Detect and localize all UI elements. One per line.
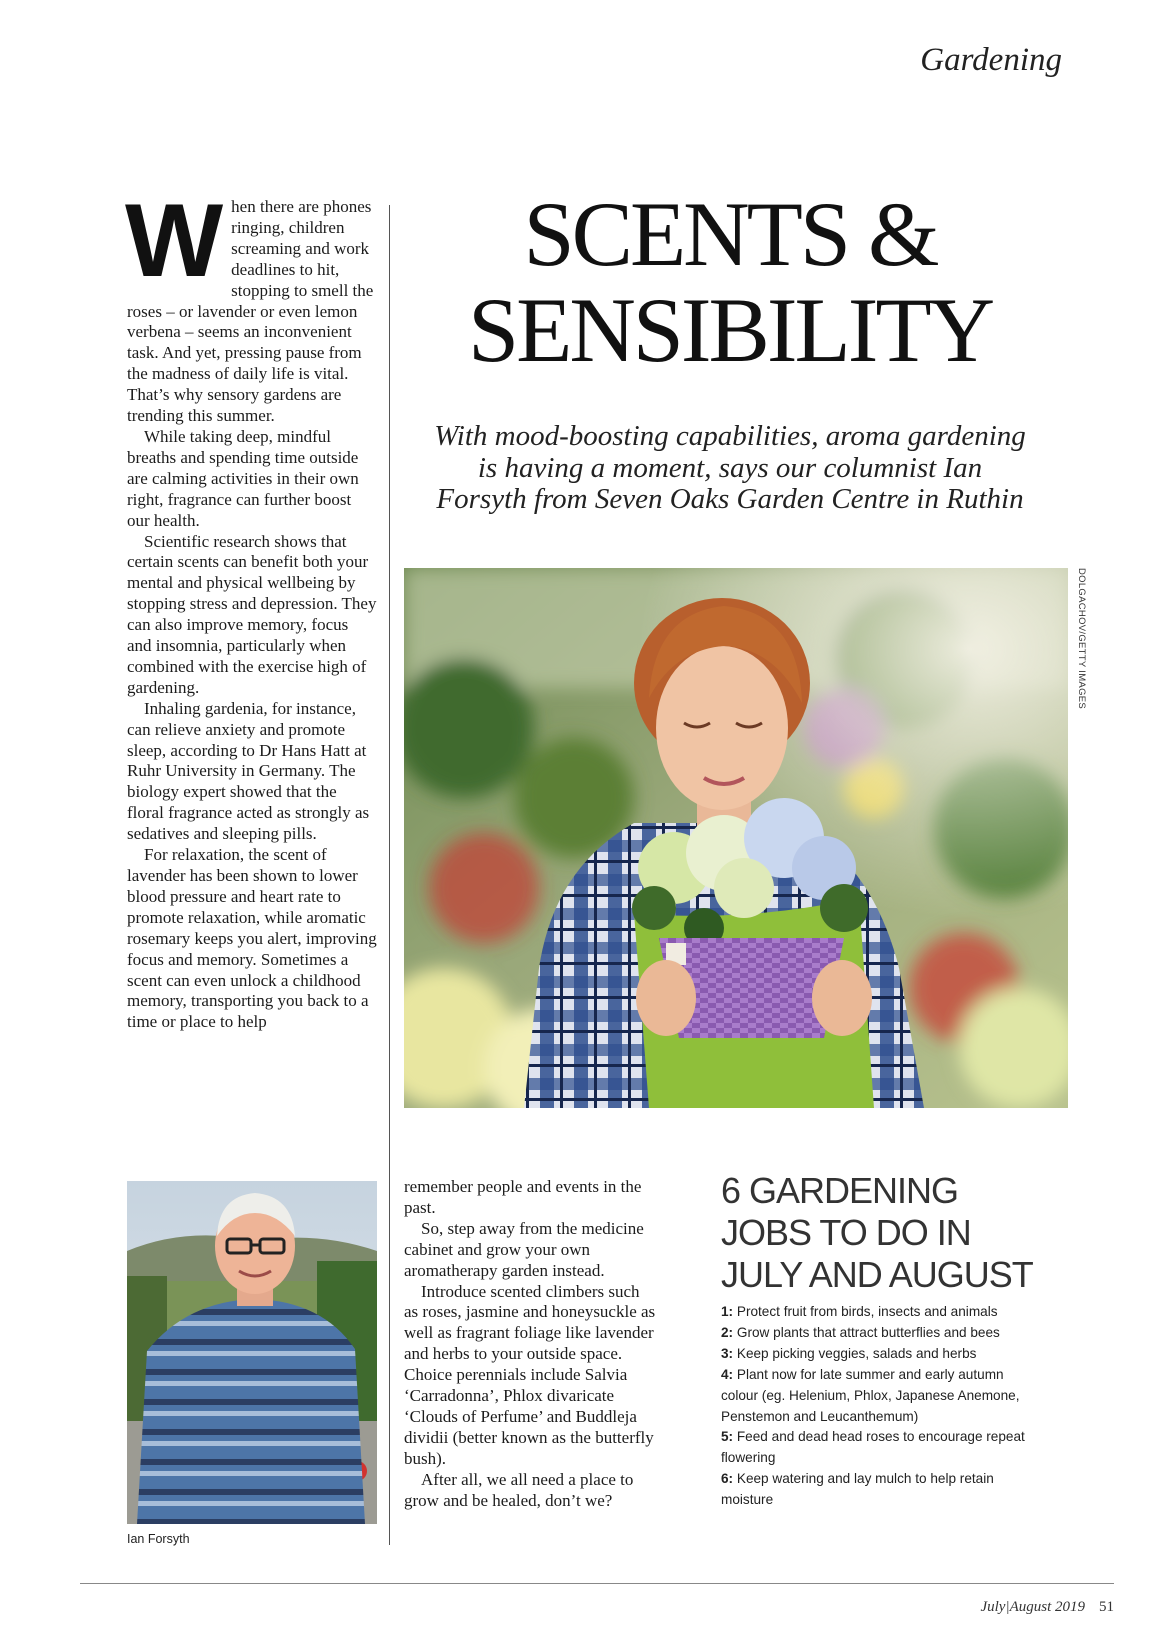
headline: SCENTS & SENSIBILITY: [467, 183, 993, 381]
article-paragraph: After all, we all need a place to grow and be healed, don’t we?: [404, 1469, 634, 1510]
issue-date: July|August 2019: [980, 1599, 1085, 1615]
article-column-1: [125, 183, 377, 1033]
job-item: 3: Keep picking veggies, salads and herbs: [721, 1345, 977, 1361]
footer-rule: [80, 1583, 1114, 1584]
article-paragraph: So, step away from the medicine cabinet and grow your own aromatherapy garden instead.: [404, 1218, 644, 1280]
portrait-caption: Ian Forsyth: [127, 1532, 190, 1546]
hero-photo: [404, 568, 1068, 1108]
article-paragraph: Introduce scented climbers such as roses, jasmine and honeysuckle as well as fragrant foliage like lavender and herbs to your outside space. Choice perennials include Salvia ‘Carradonna’, Phlox divaricate ‘Clouds of Perfume’ and Buddleja dividii (better known as the butterfly bush).: [404, 1281, 656, 1468]
article-column-2: [404, 1177, 656, 1512]
article-paragraph: Scientific research shows that certain scents can benefit both your mental and physical wellbeing by stopping stress and depression. They can also improve memory, focus and insomnia, particularly when combined with the exercise high of gardening.: [127, 531, 377, 697]
article-paragraph: While taking deep, mindful breaths and spending time outside are calming activities in their own right, fragrance can further boost our health.: [127, 426, 359, 530]
drop-cap: W: [125, 183, 224, 299]
column-divider: [389, 205, 390, 1545]
standfirst: With mood-boosting capabilities, aroma gardening is having a moment, says our columnist Ian Forsyth from Seven Oaks Garden Centre in Ruthin: [434, 420, 1026, 515]
job-item: 4: Plant now for late summer and early autumn colour (eg. Helenium, Phlox, Japanese Anemone, Penstemon and Leucanthemum): [721, 1366, 1020, 1424]
article-paragraph: When there are phones ringing, children screaming and work deadlines to hit, stopping to smell the roses – or lavender or even lemon verbena – seems an inconvenient task. And yet, pressing pause from the madness of daily life is vital. That’s why sensory gardens are trending this summer.: [125, 183, 374, 426]
jobs-list: [721, 1302, 1031, 1511]
section-label: Gardening: [920, 42, 1062, 78]
article-paragraph: remember people and events in the past.: [404, 1177, 642, 1217]
photo-credit: DOLGACHOV/GETTY IMAGES: [1076, 568, 1087, 710]
columnist-portrait: [127, 1181, 377, 1524]
job-item: 5: Feed and dead head roses to encourage repeat flowering: [721, 1429, 1025, 1466]
jobs-title: 6 GARDENING JOBS TO DO IN JULY AND AUGUST: [721, 1170, 1033, 1295]
page-number: 51: [1099, 1599, 1114, 1615]
article-paragraph: Inhaling gardenia, for instance, can relieve anxiety and promote sleep, according to Dr Hans Hatt at Ruhr University in Germany. The biology expert showed that the floral fragrance acted as strongly as sedatives and sleeping pills.: [127, 698, 370, 844]
job-item: 6: Keep watering and lay mulch to help retain moisture: [721, 1471, 994, 1508]
job-item: 1: Protect fruit from birds, insects and animals: [721, 1304, 998, 1319]
job-item: 2: Grow plants that attract butterflies and bees: [721, 1324, 1000, 1340]
article-paragraph: For relaxation, the scent of lavender has been shown to lower blood pressure and heart rate to promote relaxation, while aromatic rosemary keeps you alert, improving focus and memory. Sometimes a scent can even unlock a childhood memory, transporting you back to a time or place to help: [127, 845, 377, 1032]
page-footer: [980, 1599, 1114, 1616]
